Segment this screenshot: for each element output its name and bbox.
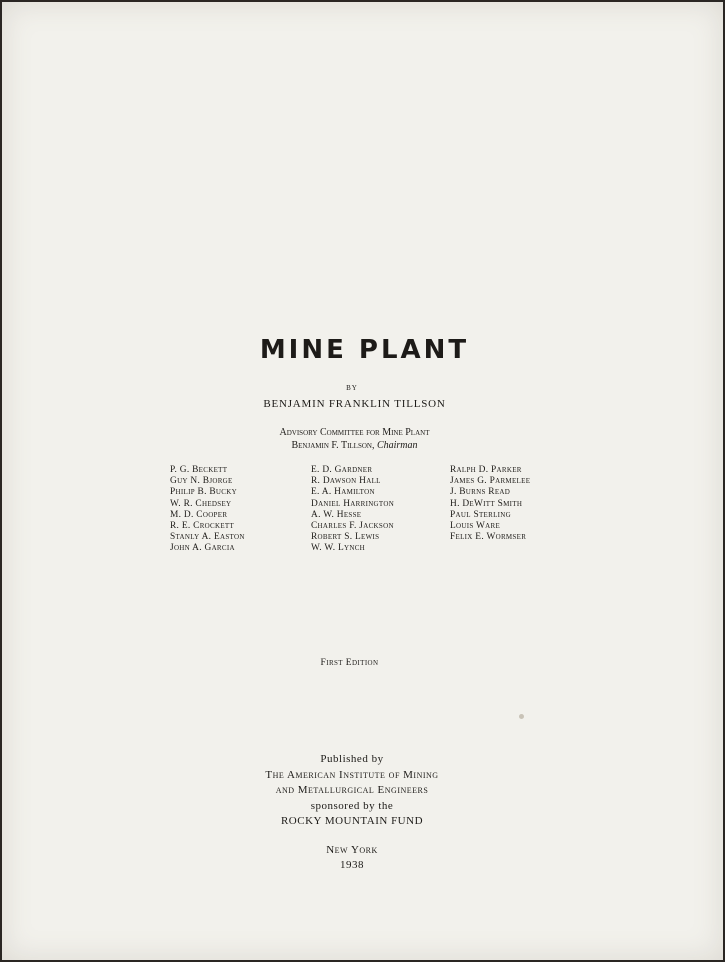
committee-member: M. D. Cooper <box>170 509 228 520</box>
committee-member: James G. Parmelee <box>450 476 531 487</box>
publication-city: New York <box>326 843 378 856</box>
committee-member: J. Burns Read <box>450 487 511 498</box>
published-by: Published by <box>320 753 384 765</box>
title-page <box>2 2 723 960</box>
committee-member: E. D. Gardner <box>311 465 373 475</box>
publication-year: 1938 <box>340 859 364 871</box>
committee-member: H. DeWitt Smith <box>450 498 523 509</box>
chair-role: Chairman <box>376 440 418 451</box>
committee-member: P. G. Beckett <box>170 465 228 475</box>
committee-member: John A. Garcia <box>170 543 235 554</box>
edition-label: First Edition <box>320 658 379 668</box>
publisher-name-1: The American Institute of Mining <box>265 768 439 781</box>
publisher-name-2: and Metallurgical Engineers <box>275 784 429 796</box>
committee-member: Daniel Harrington <box>311 498 395 509</box>
committee-member: Felix E. Wormser <box>450 532 527 543</box>
sponsor-name: ROCKY MOUNTAIN FUND <box>280 815 424 827</box>
committee-member: Guy N. Bjorge <box>170 476 233 487</box>
committee-member: Paul Sterling <box>450 509 511 520</box>
book-title: MINE PLANT <box>259 335 470 365</box>
committee-column-3 <box>450 465 530 543</box>
committee-chair <box>2 440 707 451</box>
committee-member: R. Dawson Hall <box>311 476 381 487</box>
committee-member: E. A. Hamilton <box>311 487 375 498</box>
committee-column-2 <box>311 465 394 555</box>
committee-member: A. W. Hesse <box>311 509 362 520</box>
publisher-block <box>2 752 702 874</box>
author-name: BENJAMIN FRANKLIN TILLSON <box>263 398 446 410</box>
committee-member: Stanly A. Easton <box>170 532 245 543</box>
by-line: BY <box>346 384 358 392</box>
committee-member: Robert S. Lewis <box>311 532 380 543</box>
committee-column-1 <box>170 465 245 555</box>
committee-member: Charles F. Jackson <box>311 521 394 532</box>
committee-heading: Advisory Committee for Mine Plant <box>279 427 430 438</box>
committee-member: Louis Ware <box>450 521 501 532</box>
sponsored-by: sponsored by the <box>310 799 394 812</box>
committee-member: W. W. Lynch <box>311 543 366 554</box>
committee-member: R. E. Crockett <box>170 521 235 532</box>
committee-member: Philip B. Bucky <box>170 487 237 498</box>
committee-member: W. R. Chedsey <box>170 498 232 509</box>
paper-spot <box>519 714 524 719</box>
committee-member: Ralph D. Parker <box>450 465 522 475</box>
chair-name: Benjamin F. Tillson, <box>291 440 375 451</box>
